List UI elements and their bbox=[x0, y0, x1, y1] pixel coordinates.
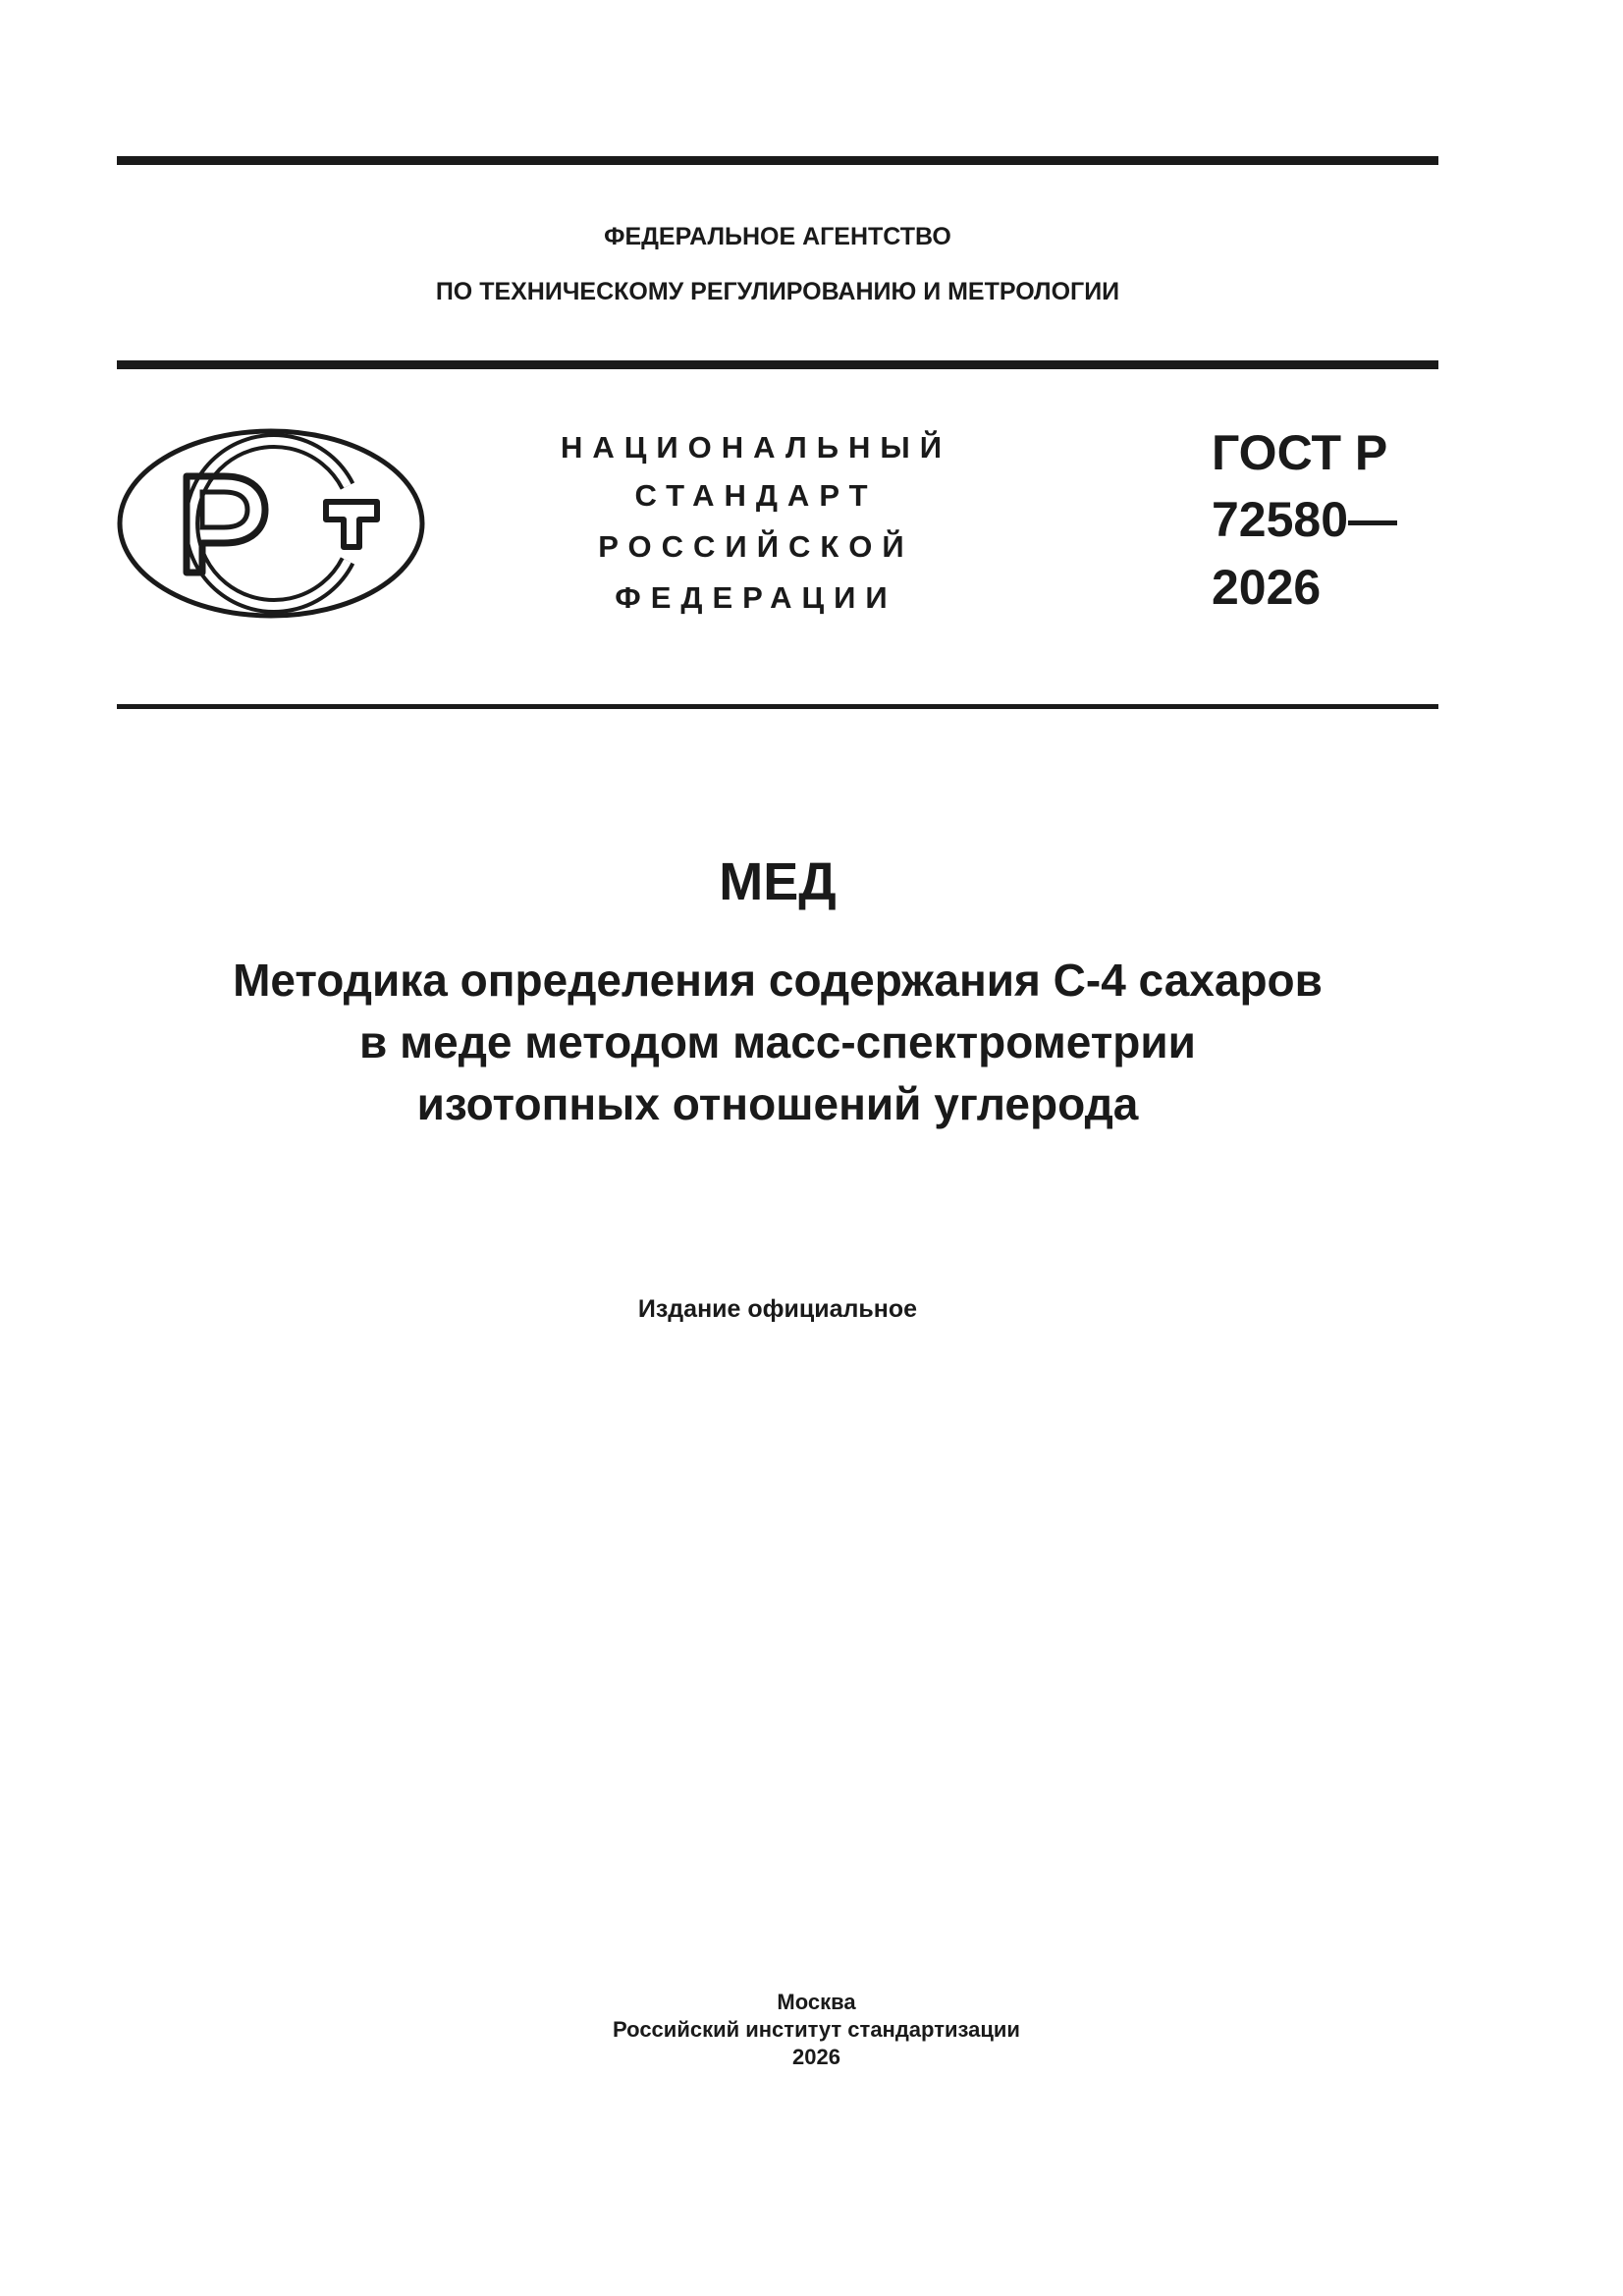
edition-label: Издание официальное bbox=[637, 1295, 918, 1323]
rst-logo-icon bbox=[116, 425, 430, 622]
national-standard-line4: ФЕДЕРАЦИИ bbox=[615, 580, 897, 615]
imprint-city: Москва bbox=[777, 1990, 856, 2014]
lower-rule bbox=[117, 704, 1438, 709]
standard-designation-line2: 72580— bbox=[1212, 492, 1398, 547]
national-standard-line1: НАЦИОНАЛЬНЫЙ bbox=[560, 430, 952, 465]
document-subtitle-line2: в меде методом масс-спектрометрии bbox=[359, 1016, 1196, 1067]
national-standard-line2: СТАНДАРТ bbox=[634, 478, 878, 513]
imprint-year: 2026 bbox=[792, 2045, 840, 2069]
middle-rule bbox=[117, 360, 1438, 369]
document-title: МЕД bbox=[719, 852, 837, 911]
imprint-publisher: Российский институт стандартизации bbox=[613, 2017, 1020, 2042]
standard-designation-line1: ГОСТ Р bbox=[1212, 425, 1388, 480]
standard-designation-line3: 2026 bbox=[1212, 560, 1322, 615]
document-subtitle-line1: Методика определения содержания С-4 сахаров bbox=[233, 955, 1323, 1006]
document-subtitle-line3: изотопных отношений углерода bbox=[416, 1078, 1139, 1129]
national-standard-line3: РОССИЙСКОЙ bbox=[598, 529, 914, 564]
agency-name-line1: ФЕДЕРАЛЬНОЕ АГЕНТСТВО bbox=[604, 223, 951, 250]
top-rule bbox=[117, 156, 1438, 165]
agency-name-line2: ПО ТЕХНИЧЕСКОМУ РЕГУЛИРОВАНИЮ И МЕТРОЛОГИИ bbox=[435, 278, 1120, 305]
